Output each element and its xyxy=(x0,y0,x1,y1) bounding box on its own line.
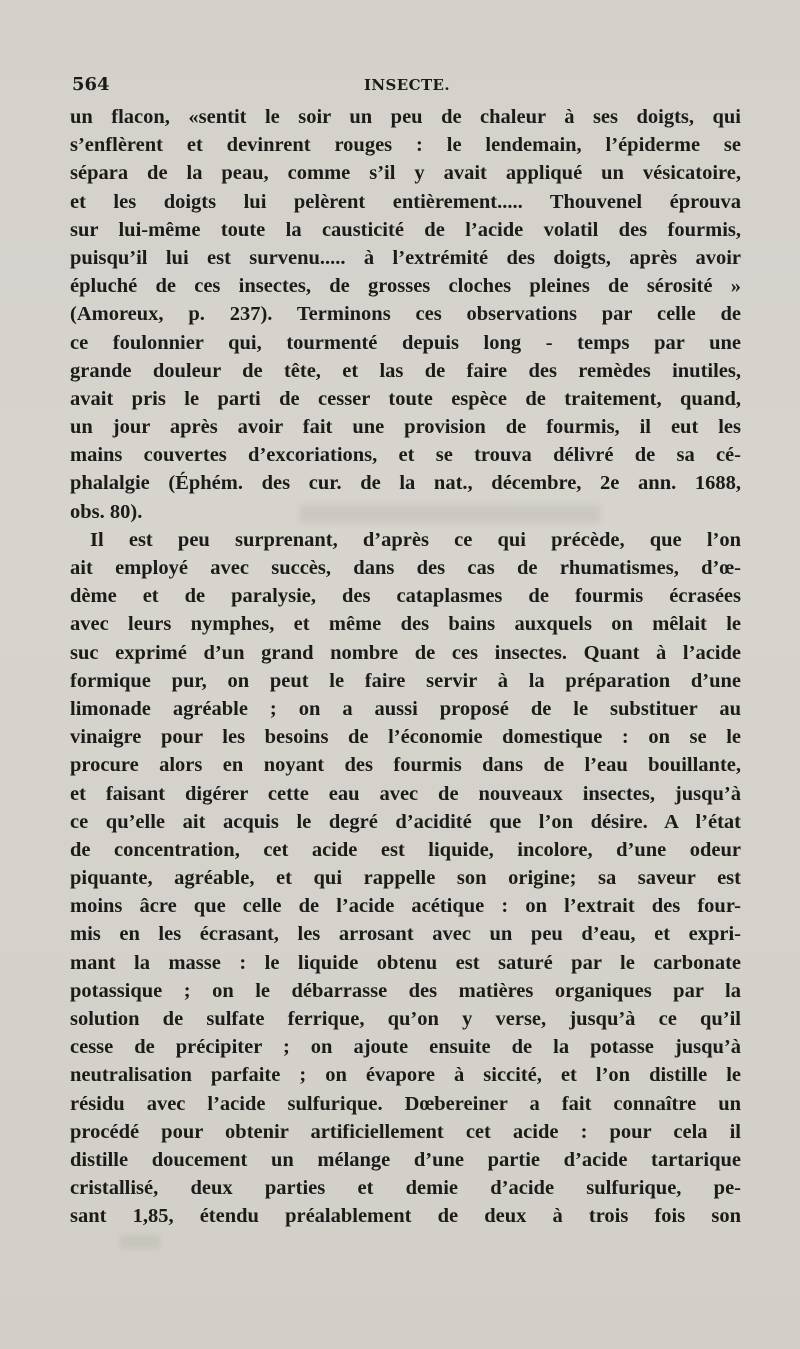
text-line: mains couvertes d’excoriations, et se trouva délivré de sa cé- xyxy=(70,444,741,467)
text-line: procure alors en noyant des fourmis dans de l’eau bouillante, xyxy=(70,754,741,777)
text-line: cristallisé, deux parties et demie d’acide sulfurique, pe- xyxy=(70,1177,741,1200)
text-line: Il est peu surprenant, d’après ce qui précède, que l’on xyxy=(90,528,741,551)
text-line: ce foulonnier qui, tourmenté depuis long - temps par une xyxy=(70,331,741,354)
page-header xyxy=(72,74,742,102)
text-line: mant la masse : le liquide obtenu est saturé par le carbonate xyxy=(70,951,741,974)
text-line: dème et de paralysie, des cataplasmes de fourmis écrasées xyxy=(70,585,741,608)
text-line: cesse de précipiter ; on ajoute ensuite de la potasse jusqu’à xyxy=(70,1036,741,1059)
text-line: suc exprimé d’un grand nombre de ces insectes. Quant à l’acide xyxy=(70,641,741,664)
text-line: s’enflèrent et devinrent rouges : le lendemain, l’épiderme se xyxy=(70,134,741,157)
text-line: ce qu’elle ait acquis le degré d’acidité que l’on désire. A l’état xyxy=(70,810,741,833)
text-line: sépara de la peau, comme s’il y avait appliqué un vésicatoire, xyxy=(70,162,741,185)
text-line: mis en les écrasant, les arrosant avec un peu d’eau, et expri- xyxy=(70,923,741,946)
text-line: potassique ; on le débarrasse des matières organiques par la xyxy=(70,979,741,1002)
text-line: un flacon, «sentit le soir un peu de chaleur à ses doigts, qui xyxy=(70,106,741,128)
text-line: de concentration, cet acide est liquide, incolore, d’une odeur xyxy=(70,838,741,861)
text-line: (Amoreux, p. 237). Terminons ces observations par celle de xyxy=(70,303,741,326)
text-line: résidu avec l’acide sulfurique. Dœbereiner a fait connaître un xyxy=(70,1092,741,1115)
text-line: distille doucement un mélange d’une partie d’acide tartarique xyxy=(70,1148,741,1171)
text-line: grande douleur de tête, et las de faire des remèdes inutiles, xyxy=(70,359,741,382)
text-line: épluché de ces insectes, de grosses cloches pleines de sérosité » xyxy=(70,275,741,298)
footer-smudge xyxy=(120,1235,160,1249)
text-line: obs. 80). xyxy=(70,500,143,523)
text-line: sant 1,85, étendu préalablement de deux à trois fois son xyxy=(70,1205,741,1228)
page-number: 564 xyxy=(72,74,110,95)
text-line: et faisant digérer cette eau avec de nouveaux insectes, jusqu’à xyxy=(70,782,741,805)
text-line: ait employé avec succès, dans des cas de rhumatismes, d’œ- xyxy=(70,557,741,579)
text-line: limonade agréable ; on a aussi proposé de le substituer au xyxy=(70,697,741,720)
text-line: avait pris le parti de cesser toute espèce de traitement, quand, xyxy=(70,387,741,410)
text-line: sur lui-même toute la causticité de l’acide volatil des fourmis, xyxy=(70,218,741,241)
text-line: avec leurs nymphes, et même des bains auxquels on mêlait le xyxy=(70,613,741,636)
text-line: et les doigts lui pelèrent entièrement..... Thouvenel éprouva xyxy=(70,190,741,213)
body-text xyxy=(70,103,741,1231)
text-line: vinaigre pour les besoins de l’économie domestique : on se le xyxy=(70,726,741,749)
text-line: neutralisation parfaite ; on évapore à siccité, et l’on distille le xyxy=(70,1064,741,1087)
text-line: phalalgie (Éphém. des cur. de la nat., décembre, 2e ann. 1688, xyxy=(70,472,741,495)
text-line: piquante, agréable, et qui rappelle son origine; sa saveur est xyxy=(70,867,741,890)
running-title: INSECTE. xyxy=(364,76,450,94)
text-line: un jour après avoir fait une provision de fourmis, il eut les xyxy=(70,416,741,439)
text-line: solution de sulfate ferrique, qu’on y verse, jusqu’à ce qu’il xyxy=(70,1008,741,1030)
text-line: procédé pour obtenir artificiellement cet acide : pour cela il xyxy=(70,1120,741,1143)
text-line: moins âcre que celle de l’acide acétique : on l’extrait des four- xyxy=(70,895,741,918)
text-line: puisqu’il lui est survenu..... à l’extrémité des doigts, après avoir xyxy=(70,246,741,269)
text-line: formique pur, on peut le faire servir à la préparation d’une xyxy=(70,669,741,692)
